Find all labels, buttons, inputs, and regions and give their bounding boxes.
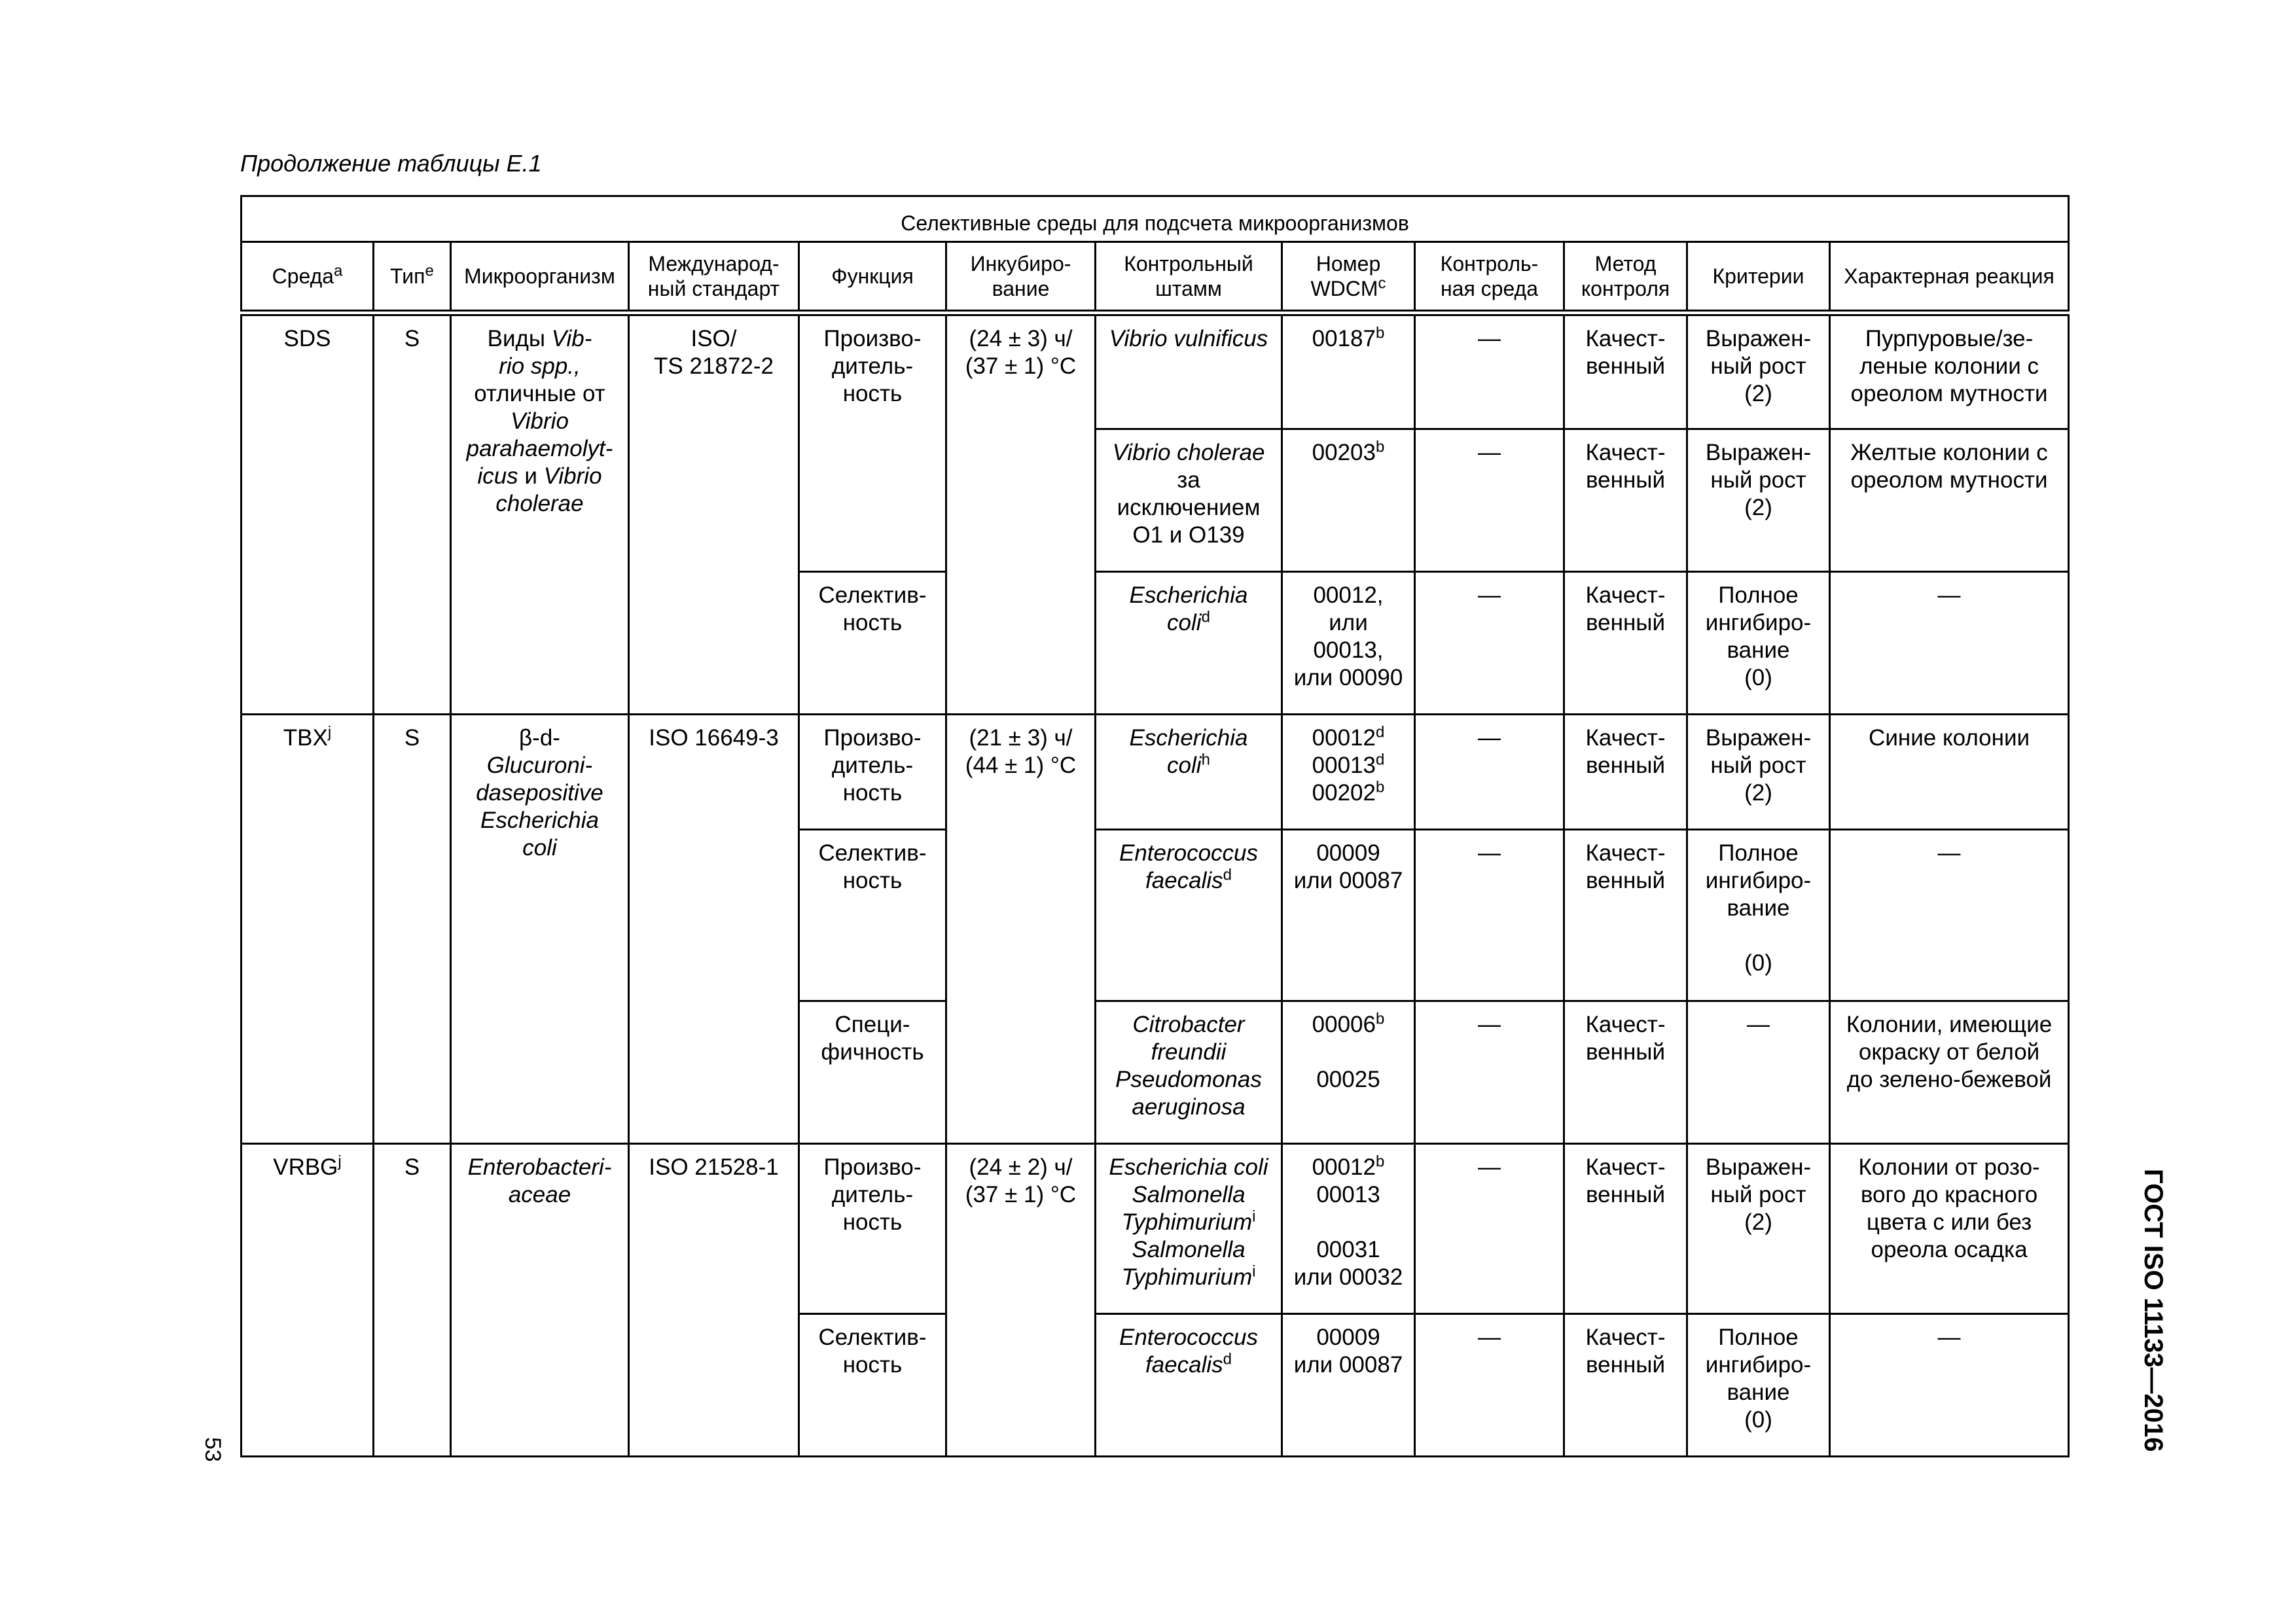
cell-control-strain: Vibrio cholerae за исключением O1 и O139 xyxy=(1096,429,1282,572)
cell-incubation: (21 ± 3) ч/ (44 ± 1) °С xyxy=(946,715,1096,1144)
header-control-method: Метод контроля xyxy=(1564,242,1687,313)
cell-method: Качест- венный xyxy=(1564,572,1687,715)
cell-incubation: (24 ± 3) ч/ (37 ± 1) °С xyxy=(946,313,1096,715)
cell-microorganism: Виды Vib- rio spp., отличные от Vibrio parahaemolyt- icus и Vibrio cholerae xyxy=(451,313,629,715)
cell-type: S xyxy=(374,313,451,715)
table-header-row xyxy=(242,242,2069,313)
cell-criteria: Выражен- ный рост (2) xyxy=(1687,715,1830,830)
cell-control-medium: — xyxy=(1415,715,1564,830)
cell-wdcm: 00187$^b$ xyxy=(1282,313,1415,429)
cell-control-medium: — xyxy=(1415,572,1564,715)
cell-function: Селектив- ность xyxy=(799,1314,946,1457)
header-incubation: Инкубиро- вание xyxy=(946,242,1096,313)
cell-reaction: Колонии от розо- вого до красного цвета с или без ореола осадка xyxy=(1830,1144,2069,1314)
cell-reaction: Пурпуровые/зе- леные колонии с ореолом мутности xyxy=(1830,313,2069,429)
cell-microorganism: Enterobacteri- aceae xyxy=(451,1144,629,1457)
cell-function: Селектив- ность xyxy=(799,572,946,715)
header-type: Тип$^e$ xyxy=(374,242,451,313)
cell-function: Произво- дитель- ность xyxy=(799,1144,946,1314)
cell-wdcm: 00012$^d$ 00013$^d$ 00202$^b$ xyxy=(1282,715,1415,830)
cell-incubation: (24 ± 2) ч/ (37 ± 1) °С xyxy=(946,1144,1096,1457)
header-wdcm-number: Номер WDCM$^c$ xyxy=(1282,242,1415,313)
cell-reaction: Колонии, имеющие окраску от белой до зелено-бежевой xyxy=(1830,1001,2069,1144)
header-criteria: Критерии xyxy=(1687,242,1830,313)
document-standard-title: ГОСТ ISO 11133—2016 xyxy=(2139,1169,2168,1452)
cell-control-medium: — xyxy=(1415,1001,1564,1144)
cell-function: Произво- дитель- ность xyxy=(799,313,946,572)
header-standard: Международ- ный стандарт xyxy=(629,242,799,313)
cell-reaction: Желтые колонии с ореолом мутности xyxy=(1830,429,2069,572)
cell-control-strain: Escherichia coli$^d$ xyxy=(1096,572,1282,715)
cell-wdcm: 00009 или 00087 xyxy=(1282,1314,1415,1457)
cell-wdcm: 00012$^b$ 00013 00031 или 00032 xyxy=(1282,1144,1415,1314)
page-number: 53 xyxy=(200,1437,225,1462)
header-function: Функция xyxy=(799,242,946,313)
cell-type: S xyxy=(374,715,451,1144)
cell-function: Произво- дитель- ность xyxy=(799,715,946,830)
cell-control-medium: — xyxy=(1415,1144,1564,1314)
cell-medium: VRBG$^j$ xyxy=(242,1144,374,1457)
header-control-strain: Контрольный штамм xyxy=(1096,242,1282,313)
cell-reaction: — xyxy=(1830,830,2069,1001)
cell-reaction: Синие колонии xyxy=(1830,715,2069,830)
cell-control-strain: Escherichia coli$^h$ xyxy=(1096,715,1282,830)
culture-media-table xyxy=(240,195,2070,1457)
cell-function: Специ- фичность xyxy=(799,1001,946,1144)
table-row xyxy=(242,1144,2069,1314)
cell-criteria: Выражен- ный рост (2) xyxy=(1687,429,1830,572)
cell-method: Качест- венный xyxy=(1564,429,1687,572)
table-title-row xyxy=(242,196,2069,242)
cell-method: Качест- венный xyxy=(1564,830,1687,1001)
cell-medium: SDS xyxy=(242,313,374,715)
cell-control-medium: — xyxy=(1415,830,1564,1001)
cell-control-medium: — xyxy=(1415,1314,1564,1457)
cell-method: Качест- венный xyxy=(1564,1001,1687,1144)
cell-control-strain: Vibrio vulnificus xyxy=(1096,313,1282,429)
cell-control-strain: Enterococcus faecalis$^d$ xyxy=(1096,830,1282,1001)
cell-criteria: — xyxy=(1687,1001,1830,1144)
table-row xyxy=(242,715,2069,830)
header-microorganism: Микроорганизм xyxy=(451,242,629,313)
cell-method: Качест- венный xyxy=(1564,715,1687,830)
cell-wdcm: 00203$^b$ xyxy=(1282,429,1415,572)
table-title: Селективные среды для подсчета микроорганизмов xyxy=(242,196,2069,242)
cell-control-strain: Citrobacter freundii Pseudomonas aeruginosa xyxy=(1096,1001,1282,1144)
cell-control-medium: — xyxy=(1415,429,1564,572)
cell-type: S xyxy=(374,1144,451,1457)
cell-method: Качест- венный xyxy=(1564,1314,1687,1457)
cell-control-strain: Escherichia coli Salmonella Typhimurium$^i$ Salmonella Typhimurium$^i$ xyxy=(1096,1144,1282,1314)
cell-control-medium: — xyxy=(1415,313,1564,429)
cell-wdcm: 00012, или 00013, или 00090 xyxy=(1282,572,1415,715)
cell-wdcm: 00006$^b$ 00025 xyxy=(1282,1001,1415,1144)
cell-criteria: Полное ингибиро- вание (0) xyxy=(1687,1314,1830,1457)
cell-standard: ISO 21528-1 xyxy=(629,1144,799,1457)
cell-method: Качест- венный xyxy=(1564,313,1687,429)
header-medium: Среда$^a$ xyxy=(242,242,374,313)
cell-control-strain: Enterococcus faecalis$^d$ xyxy=(1096,1314,1282,1457)
table-caption: Продолжение таблицы Е.1 xyxy=(240,150,542,177)
cell-criteria: Выражен- ный рост (2) xyxy=(1687,313,1830,429)
cell-medium: TBX$^j$ xyxy=(242,715,374,1144)
cell-wdcm: 00009 или 00087 xyxy=(1282,830,1415,1001)
cell-standard: ISO 16649-3 xyxy=(629,715,799,1144)
cell-microorganism: β-d- Glucuroni- dasepositive Escherichia coli xyxy=(451,715,629,1144)
cell-criteria: Выражен- ный рост (2) xyxy=(1687,1144,1830,1314)
table-row xyxy=(242,313,2069,429)
cell-criteria: Полное ингибиро- вание (0) xyxy=(1687,572,1830,715)
cell-criteria: Полное ингибиро- вание (0) xyxy=(1687,830,1830,1001)
cell-method: Качест- венный xyxy=(1564,1144,1687,1314)
cell-reaction: — xyxy=(1830,1314,2069,1457)
cell-reaction: — xyxy=(1830,572,2069,715)
header-control-medium: Контроль- ная среда xyxy=(1415,242,1564,313)
header-reaction: Характерная реакция xyxy=(1830,242,2069,313)
cell-function: Селектив- ность xyxy=(799,830,946,1001)
cell-standard: ISO/ TS 21872-2 xyxy=(629,313,799,715)
